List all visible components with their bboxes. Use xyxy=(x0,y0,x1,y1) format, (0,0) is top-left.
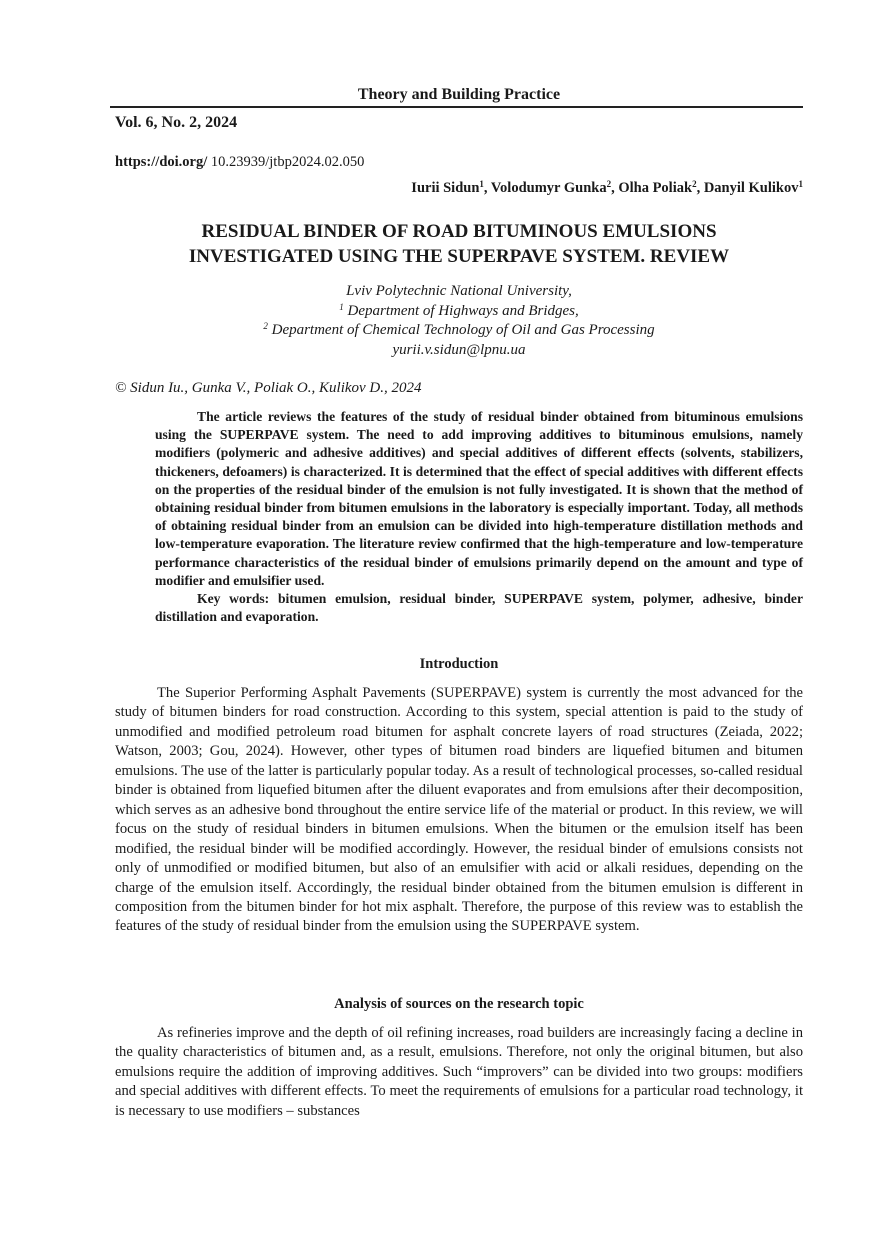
keywords: Key words: bitumen emulsion, residual binder, SUPERPAVE system, polymer, adhesive, binder distillation and evaporation. xyxy=(155,591,803,625)
department-name: Department of Highways and Bridges, xyxy=(343,302,579,319)
section-analysis xyxy=(115,1024,803,1121)
department-1 xyxy=(115,302,803,322)
author-list xyxy=(411,179,803,197)
doi[interactable] xyxy=(115,153,364,171)
section-heading-introduction: Introduction xyxy=(419,656,499,672)
section-introduction xyxy=(115,684,803,937)
author xyxy=(618,180,703,196)
author-name: Olha Poliak xyxy=(618,180,693,196)
affiliation-mark: 1 xyxy=(339,301,344,312)
abstract-text: The article reviews the features of the study of residual binder obtained from bituminous emulsions using the SUPERPAVE system. The need to add improving additives to bituminous emulsions, namely modifiers (polymeric and adhesive additives) and special additives of different effects (solvents, stabilizers, thickeners, defoamers) is characterized. It is determined that the effect of special additives with different effects on the properties of the residual binder of the emulsion is not fully investigated. It is shown that the method of obtaining residual binder from bitumen emulsions in the laboratory is especially important. Today, all methods of obtaining residual binder from an emulsion can be divided into high-temperature distillation methods and low-temperature evaporation. The literature review confirmed that the high-temperature and low-temperature performance characteristics of the residual binder of emulsions primarily depend on the amount and type of modifier and emulsifier used. xyxy=(155,409,803,588)
author-name: Danyil Kulikov xyxy=(703,180,799,196)
header-rule xyxy=(110,106,803,108)
contact-email[interactable]: yurii.v.sidun@lpnu.ua xyxy=(392,341,526,358)
department-2 xyxy=(115,321,803,341)
copyright: © Sidun Iu., Gunka V., Poliak O., Kulikov D., 2024 xyxy=(115,380,422,396)
affiliation-mark: 1 xyxy=(798,179,803,189)
title-line: INVESTIGATED USING THE SUPERPAVE SYSTEM. REVIEW xyxy=(188,246,730,267)
author xyxy=(491,180,618,196)
paper-title xyxy=(115,219,803,269)
separator: , xyxy=(696,180,704,196)
affiliation-mark: 2 xyxy=(263,321,268,331)
doi-prefix[interactable]: https://doi.org/ xyxy=(115,154,208,170)
doi-value[interactable]: 10.23939/jtbp2024.02.050 xyxy=(207,154,365,170)
title-line: RESIDUAL BINDER OF ROAD BITUMINOUS EMULSIONS xyxy=(201,221,717,242)
author-name: Volodumyr Gunka xyxy=(490,180,607,196)
author xyxy=(704,180,803,196)
volume-issue: Vol. 6, No. 2, 2024 xyxy=(115,114,238,131)
paragraph: The Superior Performing Asphalt Pavements (SUPERPAVE) system is currently the most advanced for the study of bitumen binders for road construction. According to this system, special attention is paid to the study of unmodified and modified petroleum road bitumen for asphalt concrete layers of road structures (Zeiada, 2022; Watson, 2003; Gou, 2024). However, other types of bitumen road binders are liquefied bitumen and bitumen emulsions. The use of the latter is particularly popular today. As a result of technological processes, so-called residual binder is obtained from liquefied bitumen after the diluent evaporates and from emulsions after their decomposition, which serves as an adhesive bond throughout the entire service life of the material or product. In this review, we will focus on the study of residual binders in bitumen emulsions. When the bitumen or the emulsion itself has been modified, the residual binder will be modified accordingly. However, the residual binder of emulsions consists not only of unmodified or modified bitumen, but also of an emulsifier with acid or alkali residues, depending on the charge of the emulsion itself. Accordingly, the residual binder obtained from the bitumen emulsion is different in composition from the bitumen binder for hot mix asphalt. Therefore, the purpose of this review was to establish the features of the study of residual binder from the emulsion using the SUPERPAVE system. xyxy=(115,685,803,935)
journal-title: Theory and Building Practice xyxy=(357,86,561,103)
affiliations xyxy=(115,282,803,360)
affiliation-mark: 2 xyxy=(692,179,697,189)
paragraph: As refineries improve and the depth of oil refining increases, road builders are increasingly facing a decline in the quality characteristics of bitumen and, as a result, emulsions. Therefore, not only the original bitumen, but also emulsions require the addition of improving additives. Such “improvers” can be divided into two groups: modifiers and special additives with different effects. To meet the requirements of emulsions for a particular road technology, it is necessary to use modifiers – substances xyxy=(115,1025,803,1119)
department-name: Department of Chemical Technology of Oil and Gas Processing xyxy=(267,322,655,338)
separator: , xyxy=(483,180,491,196)
separator: , xyxy=(611,180,619,196)
affiliation-mark: 1 xyxy=(479,179,484,189)
author xyxy=(411,180,491,196)
abstract xyxy=(155,408,803,626)
university: Lviv Polytechnic National University, xyxy=(346,283,572,299)
author-name: Iurii Sidun xyxy=(411,180,480,196)
section-heading-analysis: Analysis of sources on the research topic xyxy=(334,996,584,1012)
affiliation-mark: 2 xyxy=(606,179,612,189)
